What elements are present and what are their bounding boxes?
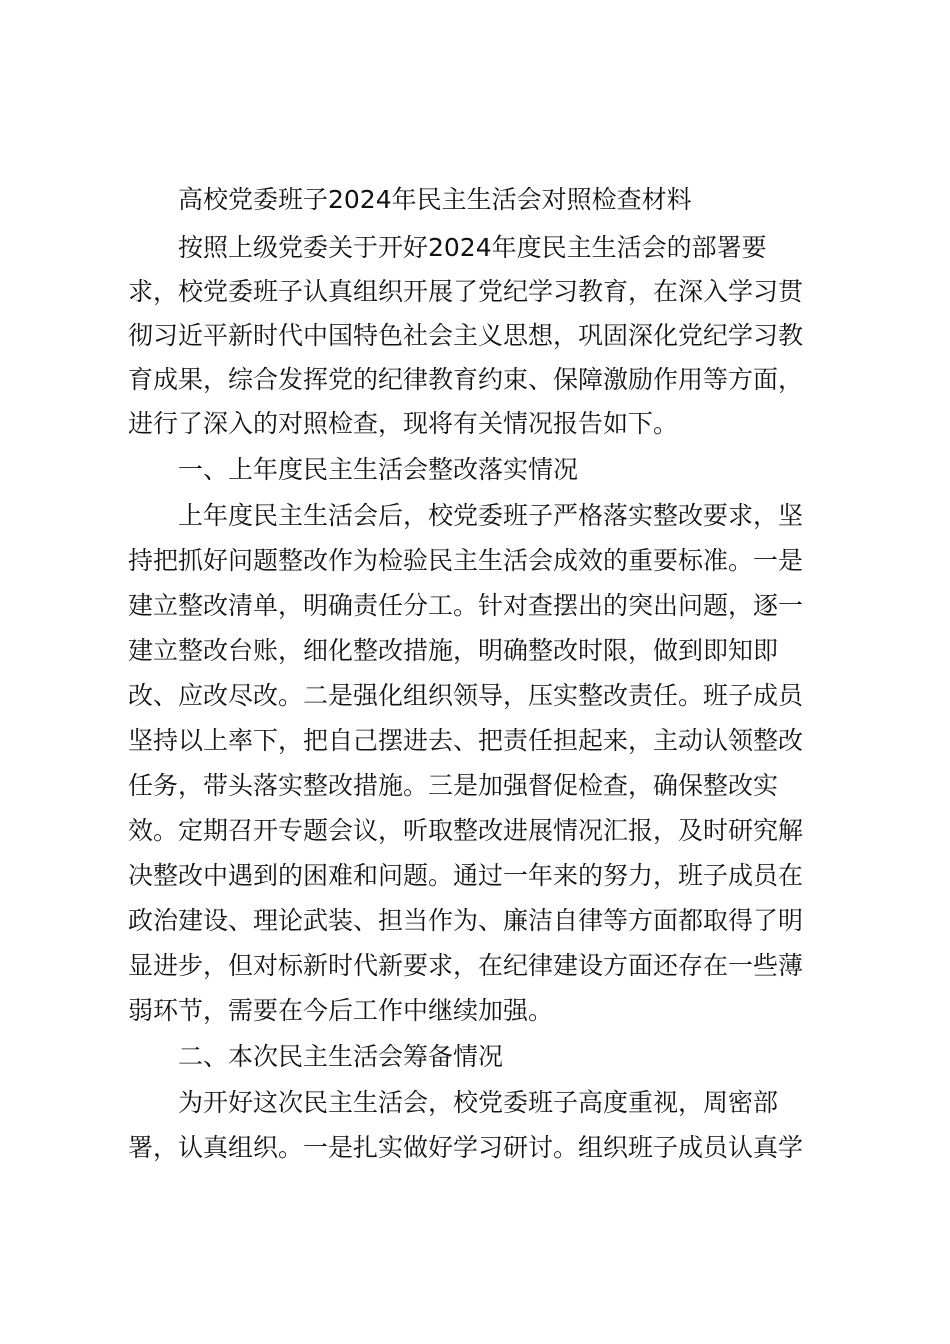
paragraph-2-line-9: 决整改中遇到的困难和问题。通过一年来的努力，班子成员在 xyxy=(128,861,804,890)
paragraph-2-line-6: 坚持以上率下，把自己摆进去、把责任担起来，主动认领整改 xyxy=(128,726,804,755)
paragraph-1-line-1: 按照上级党委关于开好2024年度民主生活会的部署要 xyxy=(178,233,767,262)
section-heading-1: 一、上年度民主生活会整改落实情况 xyxy=(178,455,579,484)
paragraph-1-line-4: 育成果，综合发挥党的纪律教育约束、保障激励作用等方面， xyxy=(128,365,804,394)
paragraph-1-line-5: 进行了深入的对照检查，现将有关情况报告如下。 xyxy=(128,409,679,438)
paragraph-2-line-11: 显进步，但对标新时代新要求，在纪律建设方面还存在一些薄 xyxy=(128,951,804,980)
paragraph-2-line-8: 效。定期召开专题会议，听取整改进展情况汇报，及时研究解 xyxy=(128,816,804,845)
paragraph-2-line-3: 建立整改清单，明确责任分工。针对查摆出的突出问题，逐一 xyxy=(128,591,804,620)
paragraph-1-line-2: 求，校党委班子认真组织开展了党纪学习教育，在深入学习贯 xyxy=(128,277,804,306)
paragraph-3-line-1: 为开好这次民主生活会，校党委班子高度重视，周密部 xyxy=(178,1088,779,1117)
document-title: 高校党委班子2024年民主生活会对照检查材料 xyxy=(178,185,692,214)
paragraph-2-line-1: 上年度民主生活会后，校党委班子严格落实整改要求，坚 xyxy=(178,501,804,530)
paragraph-3-line-2: 署，认真组织。一是扎实做好学习研讨。组织班子成员认真学 xyxy=(128,1133,804,1162)
paragraph-1-line-3: 彻习近平新时代中国特色社会主义思想，巩固深化党纪学习教 xyxy=(128,321,804,350)
paragraph-2-line-10: 政治建设、理论武装、担当作为、廉洁自律等方面都取得了明 xyxy=(128,906,804,935)
section-heading-2: 二、本次民主生活会筹备情况 xyxy=(178,1042,504,1071)
paragraph-2-line-5: 改、应改尽改。二是强化组织领导，压实整改责任。班子成员 xyxy=(128,681,804,710)
paragraph-2-line-7: 任务，带头落实整改措施。三是加强督促检查，确保整改实 xyxy=(128,771,779,800)
paragraph-2-line-2: 持把抓好问题整改作为检验民主生活会成效的重要标准。一是 xyxy=(128,546,804,575)
paragraph-2-line-12: 弱环节，需要在今后工作中继续加强。 xyxy=(128,996,554,1025)
paragraph-2-line-4: 建立整改台账，细化整改措施，明确整改时限，做到即知即 xyxy=(128,636,779,665)
